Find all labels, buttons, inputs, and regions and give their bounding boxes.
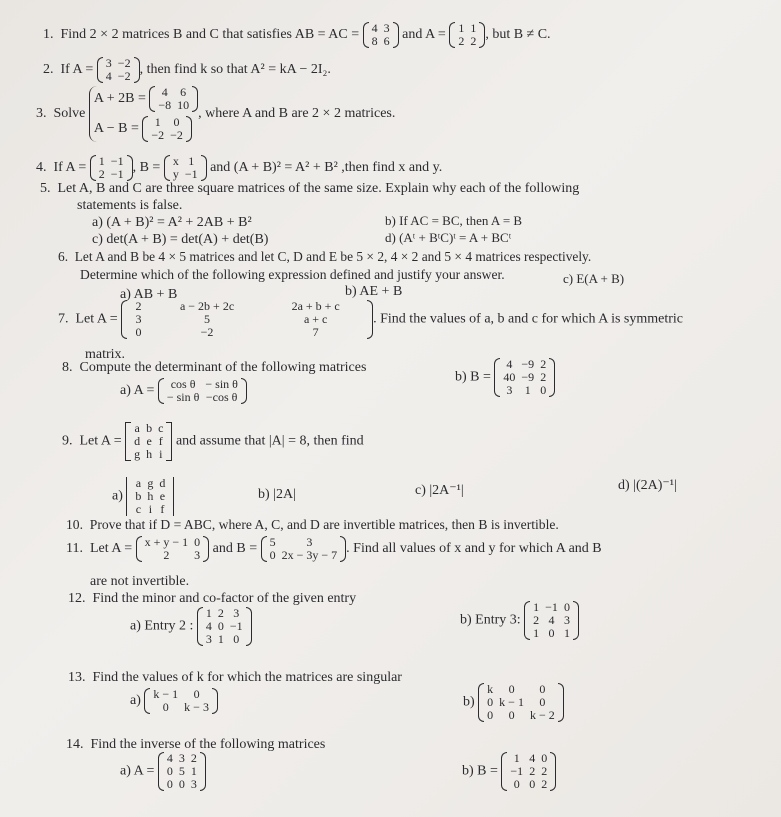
q9-part-d: d) |(2A)⁻¹| [618,478,677,493]
question-7: 7. Let A = 2 a − 2b + 2c 2a + b + c 3 5 a + c 0 −2 7 . Find the values of a, b and c for which A is symmetric [58,299,684,339]
matrix-cell: 1 [533,626,540,640]
matrix-cell: 1 [190,764,197,778]
matrix-cell: 4 [529,751,536,765]
matrix [142,116,192,142]
matrix-cell: −2 [117,56,131,70]
matrix-cell: 3 [194,548,201,562]
matrix-cell: 1 [188,154,195,168]
matrix-cell: 4 [205,619,212,633]
q9-part-c: c) |2A⁻¹| [415,483,464,498]
matrix-cell: 0 [162,700,169,714]
matrix-cell: 6 [180,85,187,99]
matrix [158,752,206,791]
matrix [125,422,172,461]
matrix-cell: −1 [510,764,524,778]
matrix-cell: 2x − 3y − 7 [281,548,338,562]
matrix-cell: d [159,476,166,490]
matrix-cell: 0 [166,777,173,791]
matrix-cell: 1 [205,606,212,620]
matrix [136,536,210,562]
matrix-cell: 2 [458,34,465,48]
matrix [363,22,399,48]
matrix-cell: −1 [110,167,124,181]
matrix-cell: k − 1 [153,687,179,701]
matrix-cell: i [148,502,153,516]
matrix-cell: a [134,421,140,435]
matrix-cell: 3 [205,632,212,646]
matrix [149,86,198,112]
q5-option-b: b) If AC = BC, then A = B [385,213,523,228]
q8-part-a: a) A = cos θ − sin θ − sin θ −cos θ [120,378,247,404]
q6-option-a: a) AB + B [120,287,178,302]
matrix-cell: 5 [178,764,185,778]
matrix-cell: −1 [184,167,198,181]
question-9: 9. Let A = a b c d e f g h i and assume that |A| = 8, then find [62,421,364,461]
matrix-cell: 2 [217,606,224,620]
matrix-cell: 1 [154,115,161,129]
matrix-cell: a [135,476,142,490]
q7-line2: matrix. [85,347,126,362]
q14-part-b: b) B = 1 4 0 −1 2 2 0 0 2 [462,752,556,791]
question-13: 13. Find the values of k for which the matrices are singular [68,670,402,685]
matrix-cell: 2 [135,299,142,313]
question-4: 4. If A = 1 −1 2 −1 , B = x 1 y −1 and (A + B)² = A² + B² ,then find x and y. [36,154,443,181]
q13-part-a: a) k − 1 0 0 k − 3 [130,688,218,714]
matrix-cell: 2 [540,370,547,384]
matrix-cell: 4 [548,613,555,627]
matrix-cell: −2 [170,128,183,142]
matrix-cell: cos θ [170,377,196,391]
q11-line2: are not invertible. [90,574,190,589]
matrix-cell: c [158,421,164,435]
q5-option-a: a) (A + B)² = A² + 2AB + B² [92,215,252,230]
matrix-cell: 0 [508,708,515,722]
matrix-cell: i [159,447,163,461]
matrix-cell: 0 [563,600,570,614]
matrix-cell: 2 [540,357,547,371]
question-1: 1. Find 2 × 2 matrices B and C that satisfies AB = AC = 4 3 8 6 and A = 1 1 2 2 , but B ≠ C. [43,21,551,48]
matrix-cell: 0 [548,626,555,640]
matrix-cell: 40 [503,370,516,384]
matrix-cell: −1 [110,154,124,168]
matrix-cell: 2 [470,34,477,48]
matrix-cell: b [135,489,142,503]
matrix-cell: 2 [541,764,548,778]
q6-option-b: b) AE + B [345,284,403,299]
matrix [144,688,218,714]
matrix-cell: 3 [506,383,513,397]
matrix [197,607,252,646]
matrix-cell: f [158,434,163,448]
matrix-cell: x [172,154,179,168]
matrix-cell: −9 [521,357,535,371]
matrix-cell: 1 [524,383,531,397]
matrix-cell: g [134,447,141,461]
question-8: 8. Compute the determinant of the following matrices [62,360,367,375]
matrix-cell: 0 [529,777,536,791]
matrix-cell: 8 [371,34,378,48]
matrix-cell: y [172,167,179,181]
matrix-cell: e [146,434,152,448]
matrix-cell: k − 2 [529,708,555,722]
matrix-cell: − sin θ [166,390,200,404]
matrix-cell: −2 [200,325,214,339]
matrix-cell: k − 3 [184,700,209,714]
matrix-cell: 1 [470,21,477,35]
matrix-cell: 5 [269,535,276,549]
matrix-cell: 1 [98,154,105,168]
matrix [478,683,564,722]
matrix-cell: −cos θ [205,390,238,404]
matrix-cell: 10 [177,98,190,112]
determinant [126,477,174,516]
matrix-cell: 3 [383,21,390,35]
matrix-cell: 0 [513,777,520,791]
matrix-cell: 3 [105,56,112,70]
matrix-cell: 0 [539,695,546,709]
matrix-cell: 0 [233,632,240,646]
matrix-cell: −8 [158,98,172,112]
matrix [90,155,133,181]
q5-option-d: d) (Aᵗ + BᵗC)ᵗ = A + BCᵗ [385,230,512,245]
q9-part-b: b) |2A| [258,487,296,502]
matrix-cell: 0 [193,687,200,701]
question-3: 3. Solve A + 2B = 4 6 −8 10 A − B = 1 0 −2 −2 , where A and B are 2 × 2 matrices. [36,85,396,142]
question-2: 2. If A = 3 −2 4 −2 , then find k so that A² = kA − 2I₂. [43,56,331,83]
matrix-cell: − sin θ [205,377,238,391]
matrix-cell: 1 [563,626,570,640]
matrix-cell: 4 [105,69,112,83]
matrix-cell: 3 [563,613,570,627]
matrix-cell: 0 [135,325,142,339]
matrix-cell: 0 [508,682,515,696]
matrix-cell: a − 2b + 2c [179,299,235,313]
matrix-cell: 2 [98,167,105,181]
q8-part-b: b) B = 4 −9 2 40 −9 2 3 1 0 [455,358,555,397]
matrix [121,300,373,339]
matrix [261,536,347,562]
q5-option-c: c) det(A + B) = det(A) + det(B) [92,232,269,247]
matrix-cell: 2 [533,613,540,627]
matrix-cell: 0 [539,682,546,696]
matrix-cell: 1 [513,751,520,765]
matrix-cell: c [135,502,142,516]
equation-system: A + 2B = 4 6 −8 10 A − B = 1 0 −2 −2 [89,86,198,142]
matrix-cell: k − 1 [499,695,524,709]
matrix-cell: 0 [178,777,185,791]
matrix-cell: h [146,447,153,461]
question-10: 10. Prove that if D = ABC, where A, C, and D are invertible matrices, then B is invertible. [66,517,559,532]
matrix-cell: x + y − 1 [144,535,189,549]
q12-part-a: a) Entry 2 : 1 2 3 4 0 −1 3 1 0 [130,607,252,646]
matrix-cell: 0 [487,708,494,722]
matrix-cell: 0 [487,695,494,709]
q6-line2: Determine which of the following expression defined and justify your answer. [80,267,505,282]
matrix-cell: 0 [540,383,547,397]
matrix-cell: 4 [371,21,378,35]
matrix-cell: g [147,476,154,490]
question-14: 14. Find the inverse of the following matrices [66,737,326,752]
matrix [449,22,485,48]
q6-option-c: c) E(A + B) [563,271,625,286]
matrix-cell: 2a + b + c [291,299,340,313]
matrix-cell: 0 [166,764,173,778]
matrix-cell: 2 [163,548,170,562]
q5-line2: statements is false. [77,198,183,213]
question-6: 6. Let A and B be 4 × 5 matrices and let C, D and E be 5 × 2, 4 × 2 and 5 × 4 matrices respectively. [58,249,592,264]
matrix [158,378,247,404]
matrix-cell: 2 [529,764,536,778]
matrix-cell: 0 [541,751,548,765]
matrix [164,155,207,181]
matrix-cell: 0 [269,548,276,562]
matrix-cell: −9 [521,370,535,384]
matrix-cell: h [147,489,154,503]
matrix-cell: k [487,682,494,696]
matrix-cell: 1 [217,632,224,646]
matrix-cell: d [134,434,141,448]
matrix-cell: a + c [303,312,328,326]
matrix [501,752,556,791]
matrix [524,601,579,640]
matrix-cell: 4 [166,751,173,765]
matrix-cell: 0 [194,535,201,549]
matrix-cell: −1 [545,600,558,614]
matrix-cell: 2 [190,751,197,765]
matrix-cell: 3 [306,535,313,549]
matrix-cell: f [160,502,165,516]
question-5: 5. Let A, B and C are three square matrices of the same size. Explain why each of the following [40,181,580,196]
matrix-cell: 3 [233,606,240,620]
matrix-cell: e [159,489,166,503]
matrix-cell: 3 [135,312,142,326]
matrix-cell: −2 [117,69,131,83]
matrix-cell: 0 [173,115,180,129]
matrix-cell: 7 [312,325,319,339]
q13-part-b: b) k 0 0 0 k − 1 0 0 0 k − 2 [463,683,564,722]
matrix [494,358,555,397]
matrix-cell: 3 [178,751,185,765]
matrix-cell: b [146,421,153,435]
matrix [97,57,140,83]
matrix-cell: 1 [458,21,465,35]
matrix-cell: 1 [533,600,540,614]
q12-part-b: b) Entry 3: 1 −1 0 2 4 3 1 0 1 [460,601,579,640]
matrix-cell: 4 [161,85,168,99]
matrix-cell: 6 [383,34,390,48]
q9-part-a: a) a g d b h e c i f [112,477,174,516]
question-11: 11. Let A = x + y − 1 0 2 3 and B = 5 3 0 2x − 3y − 7 . Find all values of x and y for which A and B [66,535,602,562]
q14-part-a: a) A = 4 3 2 0 5 1 0 0 3 [120,752,206,791]
matrix-cell: −1 [229,619,243,633]
matrix-cell: 2 [541,777,548,791]
matrix-cell: 5 [204,312,211,326]
matrix-cell: −2 [151,128,165,142]
matrix-cell: 0 [217,619,224,633]
matrix-cell: 3 [190,777,197,791]
question-12: 12. Find the minor and co-factor of the given entry [68,591,357,606]
matrix-cell: 4 [506,357,513,371]
